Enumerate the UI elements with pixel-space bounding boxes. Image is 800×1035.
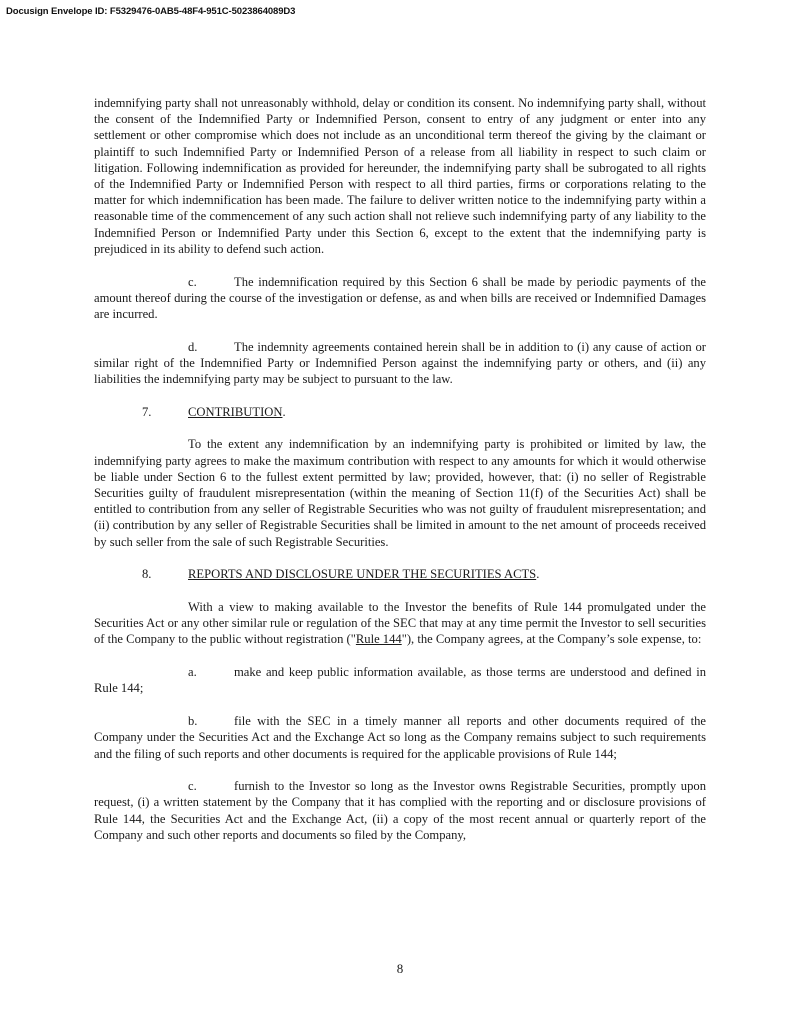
docusign-envelope-id: Docusign Envelope ID: F5329476-0AB5-48F4-951C-5023864089D3	[6, 6, 296, 17]
section-8-title: REPORTS AND DISCLOSURE UNDER THE SECURITIES ACTS	[188, 567, 537, 582]
paragraph-7	[94, 436, 706, 549]
document-body	[94, 95, 706, 860]
paragraph-8-text-a: With a view to making available to the Investor the benefits of Rule 144 promulgated under the Securities Act or any other similar rule or regulation of the SEC that may at any time permit the Investor to sell securities of the Company to the public without registration ("	[94, 600, 706, 647]
paragraph-8b-label: b.	[188, 714, 198, 729]
paragraph-6d-text: The indemnity agreements contained herein shall be in addition to (i) any cause of action or similar right of the Indemnified Party or Indemnified Person against the indemnifying party or others, and (ii) any liabilities the indemnifying party may be subject to pursuant to the law.	[94, 339, 706, 387]
paragraph-6c-text: The indemnification required by this Section 6 shall be made by periodic payments of the amount thereof during the course of the investigation or defense, as and when bills are received or Indemnified Damages are incurred.	[94, 274, 706, 321]
rule-144-term: Rule 144	[355, 632, 402, 647]
paragraph-continuation: indemnifying party shall not unreasonably withhold, delay or condition its consent. No indemnifying party shall, without the consent of the Indemnified Party or Indemnified Person, consent to entry of any judgment or enter into any settlement or other compromise which does not include as an unconditional term thereof the giving by the claimant or plaintiff to such Indemnified Party or Indemnified Person of a release from all liability in respect to such claim or litigation. Following indemnification as provided for hereunder, the indemnifying party shall be subrogated to all rights of the Indemnified Party or Indemnified Person with respect to all third parties, firms or corporations relating to the matter for which indemnification has been made. The failure to deliver written notice to the indemnifying party within a reasonable time of the commencement of any such action shall not relieve such indemnifying party of any liability to the Indemnified Person or Indemnified Party under this Section 6, except to the extent that the indemnifying party is prejudiced in its ability to defend such action.	[94, 96, 706, 256]
paragraph-6d	[94, 339, 706, 388]
paragraph-8a-text: make and keep public information available, as those terms are understood and defined in Rule 144;	[94, 665, 706, 696]
paragraph-8c	[94, 778, 706, 843]
paragraph-6d-label: d.	[188, 339, 198, 354]
section-8-number: 8.	[142, 567, 152, 582]
paragraph-8a	[94, 664, 706, 696]
section-7-heading	[94, 404, 706, 420]
paragraph-8a-label: a.	[188, 665, 197, 680]
paragraph-7-text: To the extent any indemnification by an indemnifying party is prohibited or limited by law, the indemnifying party agrees to make the maximum contribution with respect to any amounts for which it would otherwise be liable under Section 6 to the fullest extent permitted by law; provided, however, that: (i) no seller of Registrable Securities guilty of fraudulent misrepresentation (within the meaning of Section 11(f) of the Securities Act) shall be entitled to contribution from any seller of Registrable Securities who was not guilty of fraudulent misrepresentation; and (ii) contribution by any seller of Registrable Securities shall be limited in amount to the net amount of proceeds received by such seller from the sale of such Registrable Securities.	[94, 437, 706, 549]
paragraph-8	[94, 599, 706, 648]
page-number: 8	[396, 961, 404, 976]
section-7-title: CONTRIBUTION	[188, 404, 283, 419]
paragraph-8b	[94, 713, 706, 762]
paragraph-8-text-b: "), the Company agrees, at the Company’s sole expense, to:	[401, 632, 702, 647]
section-8-heading	[94, 566, 706, 582]
paragraph-6c	[94, 274, 706, 323]
section-7-title-end: .	[282, 404, 286, 419]
paragraph-6c-label: c.	[188, 274, 197, 289]
section-8-title-end: .	[536, 567, 540, 582]
paragraph-8c-label: c.	[188, 779, 197, 794]
paragraph-8b-text: file with the SEC in a timely manner all reports and other documents required of the Company under the Securities Act and the Exchange Act so long as the Company remains subject to such requirements and the filing of such reports and other documents is required for the applicable provisions of Rule 144;	[94, 714, 706, 761]
section-7-number: 7.	[142, 404, 152, 419]
paragraph-8c-text: furnish to the Investor so long as the Investor owns Registrable Securities, promptly upon request, (i) a written statement by the Company that it has complied with the reporting and or disclosure provisions of Rule 144, the Securities Act and the Exchange Act, (ii) a copy of the most recent annual or quarterly report of the Company and such other reports and documents so filed by the Company,	[94, 779, 706, 842]
